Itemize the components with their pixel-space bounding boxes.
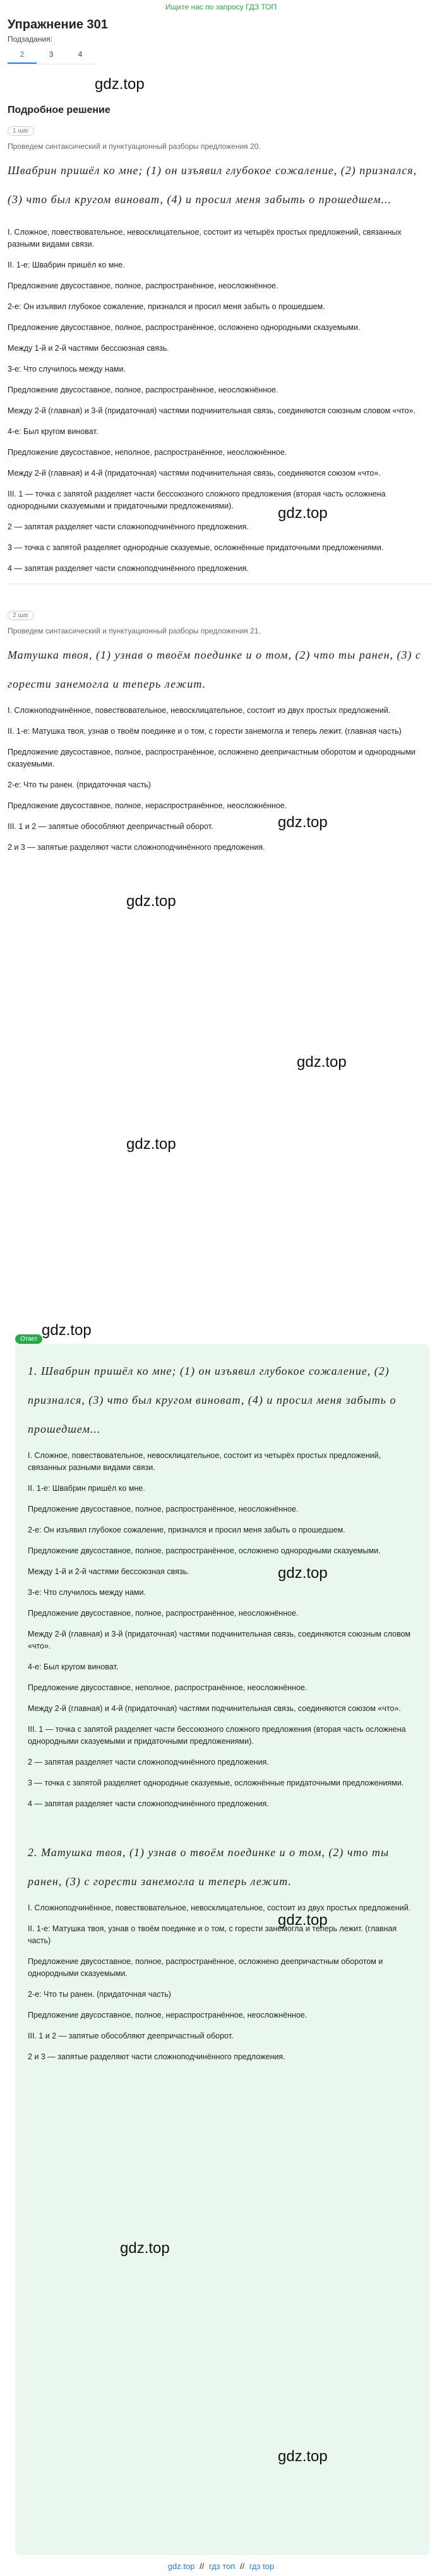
step-1-p7: 3-е: Что случилось между нами. bbox=[8, 365, 126, 373]
footer-link-1[interactable]: gdz.top bbox=[167, 2561, 195, 2571]
answer-p8: Предложение двусоставное, полное, распространённое, неосложнённое. bbox=[28, 1609, 299, 1618]
answer-p7: 3-е: Что случилось между нами. bbox=[28, 1588, 146, 1597]
answer-p16: 4 — запятая разделяет части сложноподчинённого предложения. bbox=[28, 1799, 269, 1808]
answer-q3: Предложение двусоставное, полное, распространённое, осложнено деепричастным оборотом и однородными сказуемыми. bbox=[28, 1957, 383, 1978]
watermark: gdz.top bbox=[126, 893, 176, 910]
step-2-p4: 2-е: Что ты ранен. (придаточная часть) bbox=[8, 780, 151, 789]
answer-content bbox=[28, 1356, 419, 2072]
answer-p4: 2-е: Он изъявил глубокое сожаление, признался и просил меня забыть о прошедшем. bbox=[28, 1526, 345, 1534]
watermark: gdz.top bbox=[42, 1322, 92, 1339]
footer bbox=[0, 2561, 442, 2571]
footer-sep: // bbox=[239, 2561, 245, 2571]
search-hint-link[interactable]: Ищите нас по запросу ГДЗ ТОП bbox=[165, 3, 277, 11]
watermark: gdz.top bbox=[278, 1565, 328, 1582]
answer-sentence-2: 2. Матушка твоя, (1) узнав о твоём поединке и о том, (2) что ты ранен, (3) с горести занемогла и теперь лежит. bbox=[28, 1846, 390, 1888]
watermark: gdz.top bbox=[95, 76, 145, 93]
answer-q7: 2 и 3 — запятые разделяют части сложноподчинённого предложения. bbox=[28, 2052, 285, 2061]
step-1-p1: I. Сложное, повествовательное, невосклицательное, состоит из четырёх простых предложений, связанных разными видами связи. bbox=[8, 228, 402, 249]
step-2-intro: Проведем синтаксический и пунктуационный разборы предложения 21. bbox=[8, 626, 261, 635]
answer-p3: Предложение двусоставное, полное, распространённое, неосложнённое. bbox=[28, 1505, 299, 1514]
subtasks-label: Подзадания: bbox=[8, 35, 53, 44]
step-2-sentence: Матушка твоя, (1) узнав о твоём поединке и о том, (2) что ты ранен, (3) с горести занемогла и теперь лежит. bbox=[8, 649, 422, 690]
watermark: gdz.top bbox=[120, 2240, 170, 2257]
page-title: Упражнение 301 bbox=[8, 18, 108, 32]
step-1-p4: 2-е: Он изъявил глубокое сожаление, признался и просил меня забыть о прошедшем. bbox=[8, 302, 325, 311]
step-2-p3: Предложение двусоставное, полное, распространённое, осложнено деепричастным оборотом и однородными сказуемыми. bbox=[8, 748, 416, 768]
step-1-sentence: Швабрин пришёл ко мне; (1) он изъявил глубокое сожаление, (2) признался, (3) что был кругом виноват, (4) и просил меня забыть о прошедшем... bbox=[8, 164, 417, 206]
watermark: gdz.top bbox=[278, 2448, 328, 2465]
watermark: gdz.top bbox=[278, 814, 328, 831]
answer-p2: II. 1-е: Швабрин пришёл ко мне. bbox=[28, 1484, 145, 1493]
step-1-p5: Предложение двусоставное, полное, распространённое, осложнено однородными сказуемыми. bbox=[8, 323, 361, 332]
answer-sentence-1: 1. Швабрин пришёл ко мне; (1) он изъявил глубокое сожаление, (2) признался, (3) что был кругом виноват, (4) и просил меня забыть о прошедшем... bbox=[28, 1365, 397, 1435]
footer-link-3[interactable]: гдз top bbox=[249, 2561, 275, 2571]
answer-p15: 3 — точка с запятой разделяет однородные сказуемые, осложнённые придаточными предложениями. bbox=[28, 1779, 404, 1787]
step-1-p2: II. 1-е: Швабрин пришёл ко мне. bbox=[8, 261, 125, 269]
step-1-p9: Между 2-й (главная) и 3-й (придаточная) частями подчинительная связь, соединяются союзным словом «что». bbox=[8, 406, 416, 415]
answer-q1: I. Сложноподчинённое, повествовательное, невосклицательное, состоит из двух простых предложений. bbox=[28, 1903, 411, 1912]
step-1-p10: 4-е: Был кругом виноват. bbox=[8, 427, 99, 436]
watermark: gdz.top bbox=[278, 1912, 328, 1929]
answer-p12: Между 2-й (главная) и 4-й (придаточная) частями подчинительная связь, соединяются союзом «что». bbox=[28, 1704, 401, 1713]
step-1-label: 1 шаг bbox=[8, 126, 34, 136]
step-1-p14: 2 — запятая разделяет части сложноподчинённого предложения. bbox=[8, 522, 249, 531]
step-1-p13: III. 1 — точка с запятой разделяет части бессоюзного сложного предложения (вторая часть осложнена однородными сказуемыми и придаточными предложениями). bbox=[8, 490, 386, 510]
footer-sep: // bbox=[200, 2561, 205, 2571]
step-2-p7: 2 и 3 — запятые разделяют части сложноподчинённого предложения. bbox=[8, 843, 265, 852]
step-1-p8: Предложение двусоставное, полное, распространённое, неосложнённое. bbox=[8, 385, 278, 394]
answer-p9: Между 2-й (главная) и 3-й (придаточная) частями подчинительная связь, соединяются союзным словом «что». bbox=[28, 1630, 411, 1650]
top-banner bbox=[0, 0, 442, 14]
step-1 bbox=[0, 125, 442, 575]
answer-badge: Ответ bbox=[15, 1334, 42, 1344]
step-1-p15: 3 — точка с запятой разделяет однородные сказуемые, осложнённые придаточными предложениями. bbox=[8, 543, 384, 552]
step-2-label: 2 шаг bbox=[8, 611, 34, 620]
subtasks-tabs bbox=[8, 47, 96, 64]
step-1-p11: Предложение двусоставное, неполное, распространённое, неосложнённое. bbox=[8, 448, 287, 457]
step-2-p1: I. Сложноподчинённое, повествовательное, невосклицательное, состоит из двух простых предложений. bbox=[8, 706, 391, 715]
step-2-p6: III. 1 и 2 — запятые обособляют деепричастный оборот. bbox=[8, 822, 213, 831]
answer-q6: III. 1 и 2 — запятые обособляют деепричастный оборот. bbox=[28, 2032, 234, 2040]
step-1-p3: Предложение двусоставное, полное, распространённое, неосложнённое. bbox=[8, 281, 278, 290]
answer-p11: Предложение двусоставное, неполное, распространённое, неосложнённое. bbox=[28, 1683, 308, 1692]
answer-p14: 2 — запятая разделяет части сложноподчинённого предложения. bbox=[28, 1758, 269, 1767]
tab-4[interactable]: 4 bbox=[78, 50, 83, 59]
answer-p13: III. 1 — точка с запятой разделяет части бессоюзного сложного предложения (вторая часть осложнена однородными сказуемыми и придаточными предложениями). bbox=[28, 1725, 406, 1746]
answer-p6: Между 1-й и 2-й частями бессоюзная связь. bbox=[28, 1567, 189, 1576]
watermark: gdz.top bbox=[278, 505, 328, 522]
step-1-p12: Между 2-й (главная) и 4-й (придаточная) частями подчинительная связь, соединяются союзом «что». bbox=[8, 469, 381, 478]
watermark: gdz.top bbox=[126, 1136, 176, 1153]
answer-q4: 2-е: Что ты ранен. (придаточная часть) bbox=[28, 1990, 171, 1999]
answer-p1: I. Сложное, повествовательное, невосклицательное, состоит из четырёх простых предложений, связанных разными видами связи. bbox=[28, 1451, 381, 1472]
answer-p5: Предложение двусоставное, полное, распространённое, осложнено однородными сказуемыми. bbox=[28, 1546, 381, 1555]
tab-3[interactable]: 3 bbox=[49, 50, 54, 59]
step-1-intro: Проведем синтаксический и пунктуационный разборы предложения 20. bbox=[8, 142, 261, 151]
step-2-p5: Предложение двусоставное, полное, нераспространённое, неосложнённое. bbox=[8, 801, 287, 810]
answer-q2: II. 1-е: Матушка твоя, узнав о твоём поединке и о том, с горести занемогла и теперь лежит. (главная часть) bbox=[28, 1924, 397, 1945]
footer-link-2[interactable]: гдз топ bbox=[208, 2561, 236, 2571]
solution-title: Подробное решение bbox=[8, 105, 110, 115]
step-1-p16: 4 — запятая разделяет части сложноподчинённого предложения. bbox=[8, 564, 249, 573]
tab-2[interactable]: 2 bbox=[8, 47, 37, 64]
answer-p10: 4-е: Был кругом виноват. bbox=[28, 1662, 119, 1671]
watermark: gdz.top bbox=[297, 1054, 347, 1071]
step-1-p6: Между 1-й и 2-й частями бессоюзная связь. bbox=[8, 344, 169, 353]
step-2-p2: II. 1-е: Матушка твоя, узнав о твоём поединке и о том, с горести занемогла и теперь лежит. (главная часть) bbox=[8, 727, 402, 736]
answer-q5: Предложение двусоставное, полное, нераспространённое, неосложнённое. bbox=[28, 2011, 308, 2020]
step-2 bbox=[0, 609, 442, 854]
